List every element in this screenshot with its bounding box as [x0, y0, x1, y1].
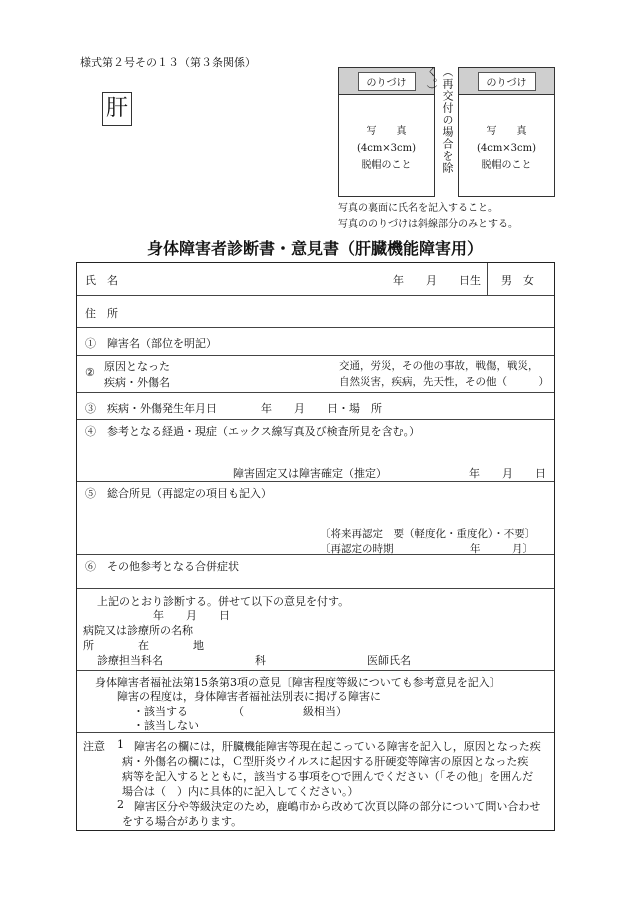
- overall-row: [77, 481, 554, 555]
- note1-line-b: 病・外傷名の欄には，Ｃ型肝炎ウイルスに起因する肝硬変等障害の原因となった疾: [122, 755, 529, 768]
- photo-box-right: [458, 67, 555, 197]
- cause-number: ②: [85, 366, 95, 379]
- name-row: [77, 263, 554, 296]
- photo-box-left: [338, 67, 435, 197]
- opinion-applicable: ・該当する: [133, 705, 188, 718]
- address-row: [77, 295, 554, 328]
- disability-name-label: ① 障害名（部位を明記）: [85, 337, 217, 350]
- history-row: [77, 419, 554, 482]
- photo-hat-note-right: 脱帽のこと: [481, 160, 532, 171]
- photo-size: (4cm×3cm): [356, 143, 417, 154]
- diagnosis-date: 年 月 日: [153, 609, 230, 622]
- opinion-not-applicable: ・該当しない: [133, 719, 199, 732]
- note1-number: 1: [117, 738, 124, 751]
- department-label: 診療担当科名: [97, 654, 163, 667]
- reassessment-time-label: 〔再認定の時期: [320, 543, 394, 555]
- diagnosis-row: [77, 588, 554, 671]
- birth-date: 年 月 日生: [393, 274, 481, 287]
- grade-open-paren: （: [233, 705, 244, 718]
- hospital-location-label: 所 在 地: [83, 639, 204, 652]
- notes-label: 注意: [83, 740, 105, 753]
- cause-row: [77, 355, 554, 393]
- liver-kanji-box: 肝: [102, 92, 132, 126]
- form-number: 様式第２号その１３（第３条関係）: [80, 56, 256, 69]
- photo-note-2: 写真ののりづけは斜線部分のみとする。: [338, 219, 518, 230]
- note2-line-b: をする場合があります。: [122, 815, 243, 828]
- glue-area-left: のりづけ: [339, 68, 434, 95]
- fixed-date: 年 月 日: [469, 467, 546, 480]
- name-label: 氏 名: [85, 274, 118, 287]
- address-label: 住 所: [85, 307, 118, 320]
- document-title: 身体障害者診断書・意見書（肝臓機能障害用）: [146, 239, 483, 258]
- gender: 男 女: [501, 274, 534, 287]
- onset-row: [77, 392, 554, 420]
- note1-line-c: 病等を記入するとともに，該当する事項を○で囲んでください（「その他」を囲んだ: [122, 770, 534, 783]
- fixed-date-label: 障害固定又は障害確定（推定）: [233, 467, 387, 480]
- reassessment-need: 〔将来再認定 要（軽度化・重度化）・不要〕: [320, 528, 536, 540]
- complication-label: ⑥ その他参考となる合併症状: [85, 560, 239, 573]
- photo-note-1: 写真の裏面に氏名を記入すること。: [338, 203, 498, 214]
- diagnosis-statement: 上記のとおり診断する。併せて以下の意見を付す。: [97, 595, 350, 608]
- cause-options-2: 自然災害，疾病，先天性，その他（ ）: [339, 376, 549, 388]
- notes-row: [77, 732, 554, 829]
- photo-label: 写 真: [366, 126, 407, 137]
- opinion-heading: 身体障害者福祉法第15条第3項の意見〔障害程度等級についても参考意見を記入〕: [95, 676, 501, 689]
- onset-label: ③ 疾病・外傷発生年月日 年 月 日・場 所: [85, 402, 382, 415]
- overall-label: ⑤ 総合所見（再認定の項目も記入）: [85, 487, 272, 500]
- photo-label-right: 写 真: [486, 126, 527, 137]
- opinion-row: [77, 670, 554, 733]
- cause-label-b: 疾病・外傷名: [104, 376, 170, 389]
- cause-options-1: 交通，労災，その他の事故，戦傷，戦災，: [339, 360, 539, 372]
- grade-label: 級相当）: [303, 705, 347, 718]
- disability-name-row: [77, 327, 554, 356]
- photo-hat-note: 脱帽のこと: [361, 160, 412, 171]
- reassessment-time: 年 月〕: [470, 543, 533, 555]
- note2-number: 2: [117, 798, 124, 811]
- department-suffix: 科: [255, 654, 266, 667]
- cause-label-a: 原因となった: [104, 360, 170, 373]
- note1-line-a: 障害名の欄には，肝臓機能障害等現在起こっている障害を記入し，原因となった疾: [134, 740, 541, 753]
- glue-area-right: のりづけ: [459, 68, 554, 95]
- opinion-degree: 障害の程度は，身体障害者福祉法別表に掲げる障害に: [117, 690, 381, 703]
- reissue-vertical-note: （再交付の場合を除く。）: [425, 66, 454, 174]
- form-table: [76, 262, 555, 831]
- photo-size-right: (4cm×3cm): [476, 143, 537, 154]
- hospital-name-label: 病院又は診療所の名称: [83, 624, 193, 637]
- complication-row: [77, 554, 554, 589]
- note1-line-d: 場合は（ ）内に具体的に記入してください。）: [122, 785, 359, 798]
- doctor-name-label: 医師氏名: [367, 654, 411, 667]
- note2-line-a: 障害区分や等級決定のため，鹿嶋市から改めて次頁以降の部分について問い合わせ: [134, 800, 541, 813]
- history-label: ④ 参考となる経過・現症（エックス線写真及び検査所見を含む。）: [85, 425, 421, 438]
